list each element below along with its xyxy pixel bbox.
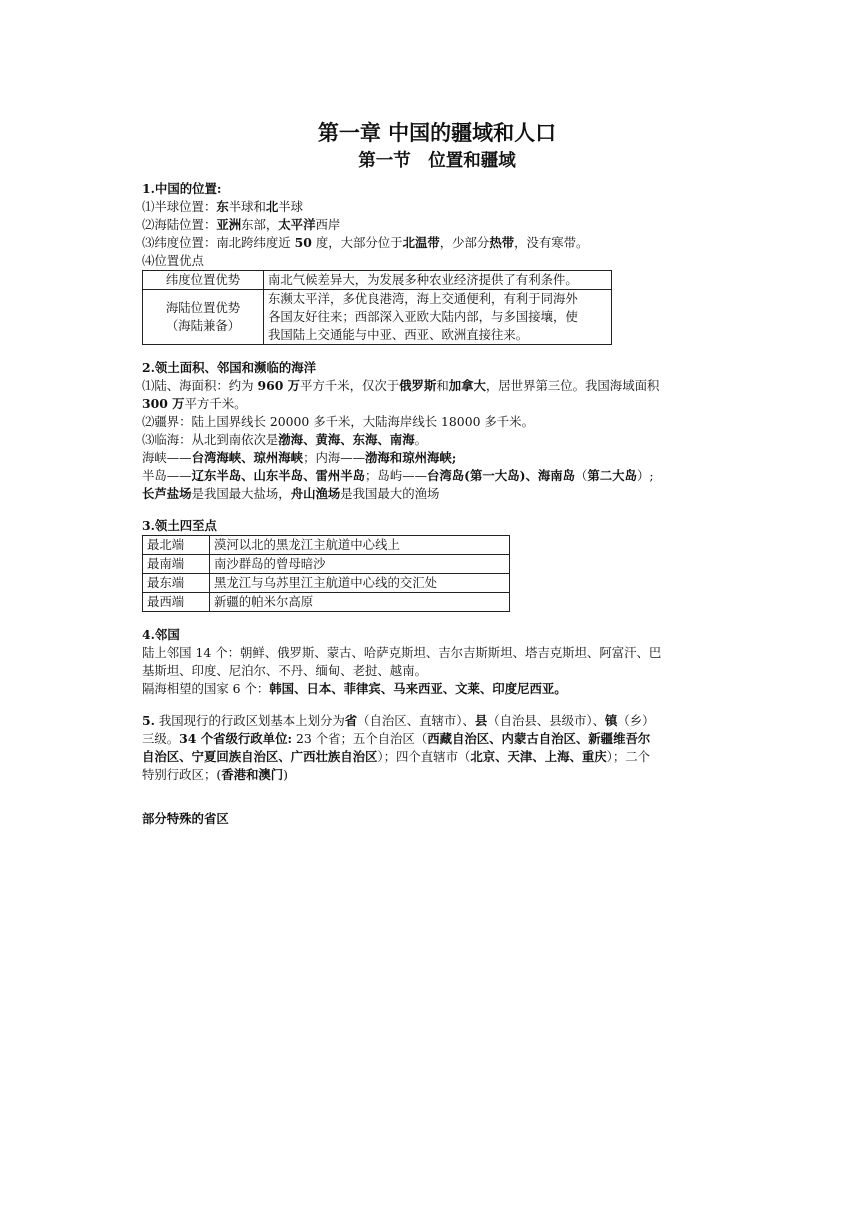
s5-line-3: 自治区、宁夏回族自治区、广西壮族自治区）；四个直辖市（北京、天津、上海、重庆）；二个 bbox=[142, 749, 651, 764]
table-cell: 海陆位置优势 （海陆兼备） bbox=[143, 290, 264, 345]
s6-heading: 部分特殊的省区 bbox=[142, 811, 229, 826]
s4-line-3: 隔海相望的国家 6 个：韩国、日本、菲律宾、马来西亚、文莱、印度尼西亚。 bbox=[142, 681, 567, 696]
s2-line-4: 海峡——台湾海峡、琼州海峡；内海——渤海和琼州海峡; bbox=[142, 450, 457, 465]
table-row bbox=[143, 271, 612, 290]
s5-line-4: 特别行政区；(香港和澳门) bbox=[142, 767, 288, 782]
table-row bbox=[143, 593, 510, 612]
s2-line-6: 长芦盐场是我国最大盐场，舟山渔场是我国最大的渔场 bbox=[142, 486, 440, 501]
table-cell: 最北端 bbox=[143, 536, 210, 555]
table-cell: 黑龙江与乌苏里江主航道中心线的交汇处 bbox=[210, 574, 510, 593]
table-row bbox=[143, 555, 510, 574]
table-cell: 东濒太平洋，多优良港湾，海上交通便利，有利于同海外 各国友好往来；西部深入亚欧大陆内部，与多国接壤，使 我国陆上交通能与中亚、西亚、欧洲直接往来。 bbox=[264, 290, 612, 345]
position-advantage-table bbox=[142, 270, 612, 345]
s2-line-5: 半岛——辽东半岛、山东半岛、雷州半岛；岛屿——台湾岛(第一大岛)、海南岛（第二大岛）; bbox=[142, 468, 654, 483]
s2-line-1: ⑴陆、海面积：约为 960 万平方千米，仅次于俄罗斯和加拿大，居世界第三位。我国海域面积 300 万平方千米。 bbox=[142, 378, 660, 411]
extreme-points-table bbox=[142, 535, 510, 612]
table-cell: 纬度位置优势 bbox=[143, 271, 264, 290]
s1-line-1: ⑴半球位置：东半球和北半球 bbox=[142, 199, 304, 214]
table-cell: 新疆的帕米尔高原 bbox=[210, 593, 510, 612]
s4-heading: 4.邻国 bbox=[142, 627, 180, 642]
table-row bbox=[143, 290, 612, 345]
table-cell: 南沙群岛的曾母暗沙 bbox=[210, 555, 510, 574]
s2-heading: 2.领土面积、邻国和濒临的海洋 bbox=[142, 360, 317, 375]
s1-heading: 1.中国的位置: bbox=[142, 181, 222, 196]
table-cell: 最西端 bbox=[143, 593, 210, 612]
s1-line-2: ⑵海陆位置：亚洲东部，太平洋西岸 bbox=[142, 217, 341, 232]
s1-line-4: ⑷位置优点 bbox=[142, 253, 204, 268]
document-content bbox=[142, 118, 722, 828]
table-row bbox=[143, 536, 510, 555]
section-title: 第一节 位置和疆域 bbox=[358, 151, 516, 171]
table-cell: 最南端 bbox=[143, 555, 210, 574]
s4-line-2: 基斯坦、印度、尼泊尔、不丹、缅甸、老挝、越南。 bbox=[142, 663, 427, 678]
s3-heading: 3.领土四至点 bbox=[142, 518, 217, 533]
table-cell: 最东端 bbox=[143, 574, 210, 593]
s5-line-2: 三级。34 个省级行政单位: 23 个省；五个自治区（西藏自治区、内蒙古自治区、新疆维吾尔 bbox=[142, 731, 651, 746]
s2-line-2: ⑵疆界：陆上国界线长 20000 多千米，大陆海岸线长 18000 多千米。 bbox=[142, 414, 534, 429]
s4-line-1: 陆上邻国 14 个：朝鲜、俄罗斯、蒙古、哈萨克斯坦、吉尔吉斯斯坦、塔吉克斯坦、阿富汗、巴 bbox=[142, 645, 662, 660]
table-row bbox=[143, 574, 510, 593]
s2-line-3: ⑶临海：从北到南依次是渤海、黄海、东海、南海。 bbox=[142, 432, 427, 447]
table-cell: 南北气候差异大，为发展多种农业经济提供了有利条件。 bbox=[264, 271, 612, 290]
chapter-title: 第一章 中国的疆域和人口 bbox=[317, 121, 557, 145]
s5-line-1: 5. 我国现行的行政区划基本上划分为省（自治区、直辖市）、县（自治县、县级市）、镇（乡） bbox=[142, 713, 655, 728]
s1-line-3: ⑶纬度位置：南北跨纬度近 50 度，大部分位于北温带，少部分热带，没有寒带。 bbox=[142, 235, 589, 250]
table-cell: 漠河以北的黑龙江主航道中心线上 bbox=[210, 536, 510, 555]
